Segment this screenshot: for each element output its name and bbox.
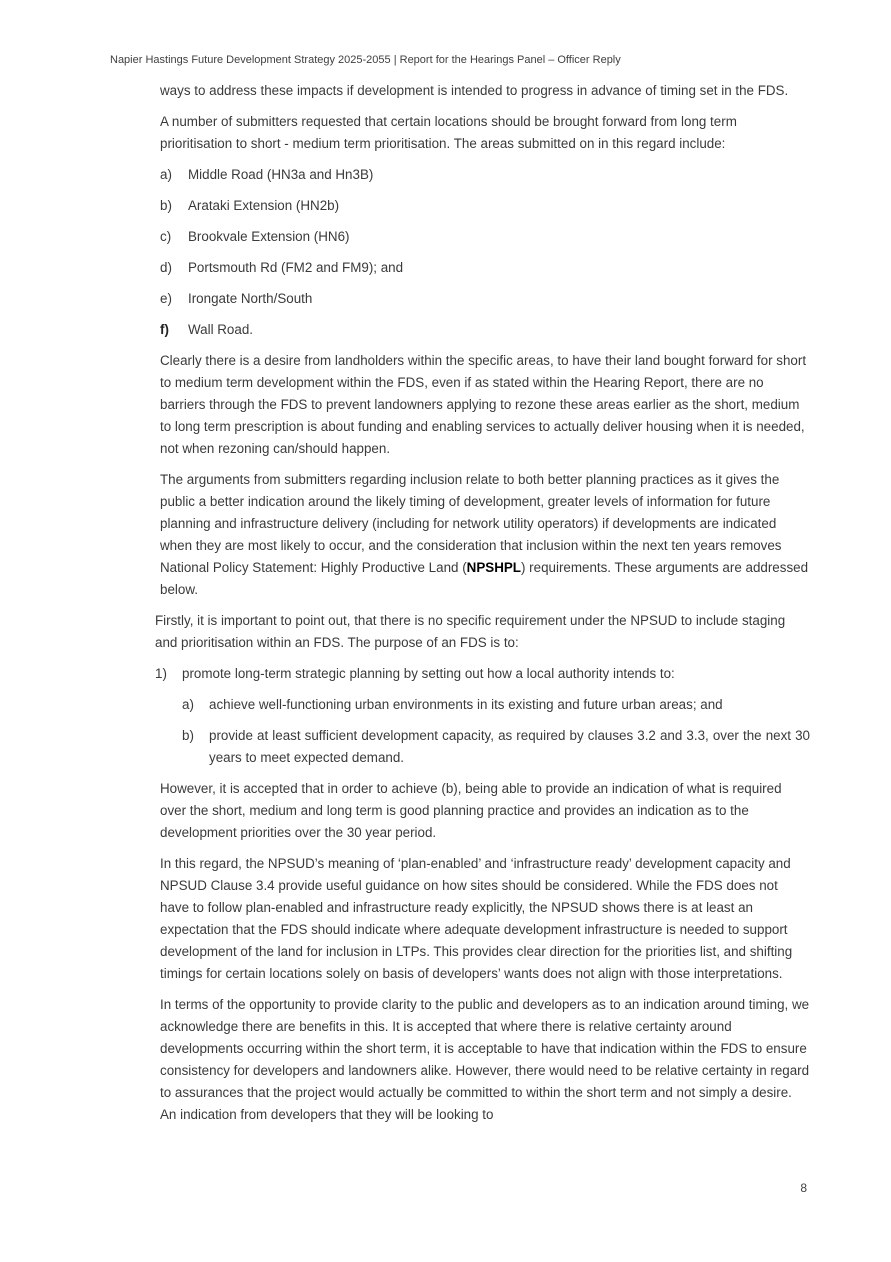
paragraph-impacts: ways to address these impacts if development is intended to progress in advance of timing set in the FDS. [160, 83, 789, 98]
numbered-item [155, 663, 810, 685]
list-text: Portsmouth Rd (FM2 and FM9); and [188, 260, 404, 275]
paragraph-submitter-arguments [160, 469, 810, 601]
list-label: e) [160, 291, 172, 306]
list-item [160, 226, 810, 248]
paragraph-acceptance: However, it is accepted that in order to achieve (b), being able to provide an indication of what is required over the short, medium and long term is good planning practice and provides an indication as to the development priorities over the 30 year period. [160, 781, 782, 840]
list-text: Wall Road. [188, 322, 253, 337]
list-text: promote long-term strategic planning by setting out how a local authority intends to: [182, 666, 675, 681]
list-text: Middle Road (HN3a and Hn3B) [188, 167, 374, 182]
list-text: Brookvale Extension (HN6) [188, 229, 350, 244]
paragraph-npsud-meaning: In this regard, the NPSUD’s meaning of ‘plan-enabled’ and ‘infrastructure ready’ development capacity and NPSUD Clause 3.4 provide useful guidance on how sites should be considered. While the FDS does not have to follow plan-enabled and infrastructure ready explicitly, the NPSUD shows there is at least an expectation that the FDS should indicate where adequate development infrastructure is needed to support development of the land for inclusion in LTPs. This provides clear direction for the priorities list, and shifting timings for certain locations solely on basis of developers’ wants does not align with those interpretations. [160, 856, 793, 981]
paragraph-text: The arguments from submitters regarding inclusion relate to both better planning practices as it gives the public a better indication around the likely timing of development, greater levels of information for future planning and infrastructure delivery (including for network utility operators) if developments are indicated when they are most likely to occur, and the consideration that inclusion within the next ten years removes National Policy Statement: Highly Productive Land ( [160, 472, 782, 575]
list-label: c) [160, 229, 172, 244]
list-item [160, 164, 810, 186]
list-text: Arataki Extension (HN2b) [188, 198, 340, 213]
defined-term: NPSHPL [466, 560, 521, 575]
list-label: a) [182, 697, 194, 712]
sub-list-item [182, 694, 810, 716]
document-body [155, 80, 810, 1135]
paragraph-clarity-opportunity: In terms of the opportunity to provide clarity to the public and developers as to an indication around timing, we acknowledge there are benefits in this. It is accepted that where there is relative certainty around developments occurring within the short term, it is acceptable to have that indication within the FDS to ensure consistency for developers and landowners alike. However, there would need to be relative certainty in regard to assurances that the project would actually be committed to within the short term and not simply a desire. An indication from developers that they will be looking to [160, 997, 810, 1122]
paragraph-landholder-desire: Clearly there is a desire from landholders within the specific areas, to have their land bought forward for short to medium term development within the FDS, even if as stated within the Hearing Report, there are no barriers through the FDS to prevent landowners applying to rezone these areas earlier as the short, medium to long term prescription is about funding and enabling services to actually deliver housing when it is needed, not when rezoning can/should happen. [160, 353, 807, 456]
list-text: provide at least sufficient development capacity, as required by clauses 3.2 and 3.3, over the next 30 years to meet expected demand. [209, 728, 810, 765]
list-label: f) [160, 322, 169, 337]
list-text: achieve well-functioning urban environments in its existing and future urban areas; and [209, 697, 723, 712]
list-item [160, 257, 810, 279]
page-number: 8 [800, 1181, 807, 1195]
list-item [160, 288, 810, 310]
list-label: d) [160, 260, 172, 275]
list-item [160, 195, 810, 217]
page-header: Napier Hastings Future Development Strategy 2025-2055 | Report for the Hearings Panel – Officer Reply [110, 54, 621, 66]
sub-list-item [182, 725, 810, 769]
list-label: b) [160, 198, 172, 213]
paragraph-submitter-requests: A number of submitters requested that certain locations should be brought forward from long term prioritisation to short - medium term prioritisation. The areas submitted on in this regard include: [160, 114, 737, 151]
list-label: a) [160, 167, 172, 182]
list-text: Irongate North/South [188, 291, 313, 306]
paragraph-text: ) requirements. These arguments are addressed below. [160, 560, 809, 597]
list-item [160, 319, 810, 341]
paragraph-fds-purpose-intro: Firstly, it is important to point out, that there is no specific requirement under the NPSUD to include staging and prioritisation within an FDS. The purpose of an FDS is to: [155, 613, 786, 650]
list-label: 1) [155, 666, 167, 681]
list-label: b) [182, 728, 194, 743]
